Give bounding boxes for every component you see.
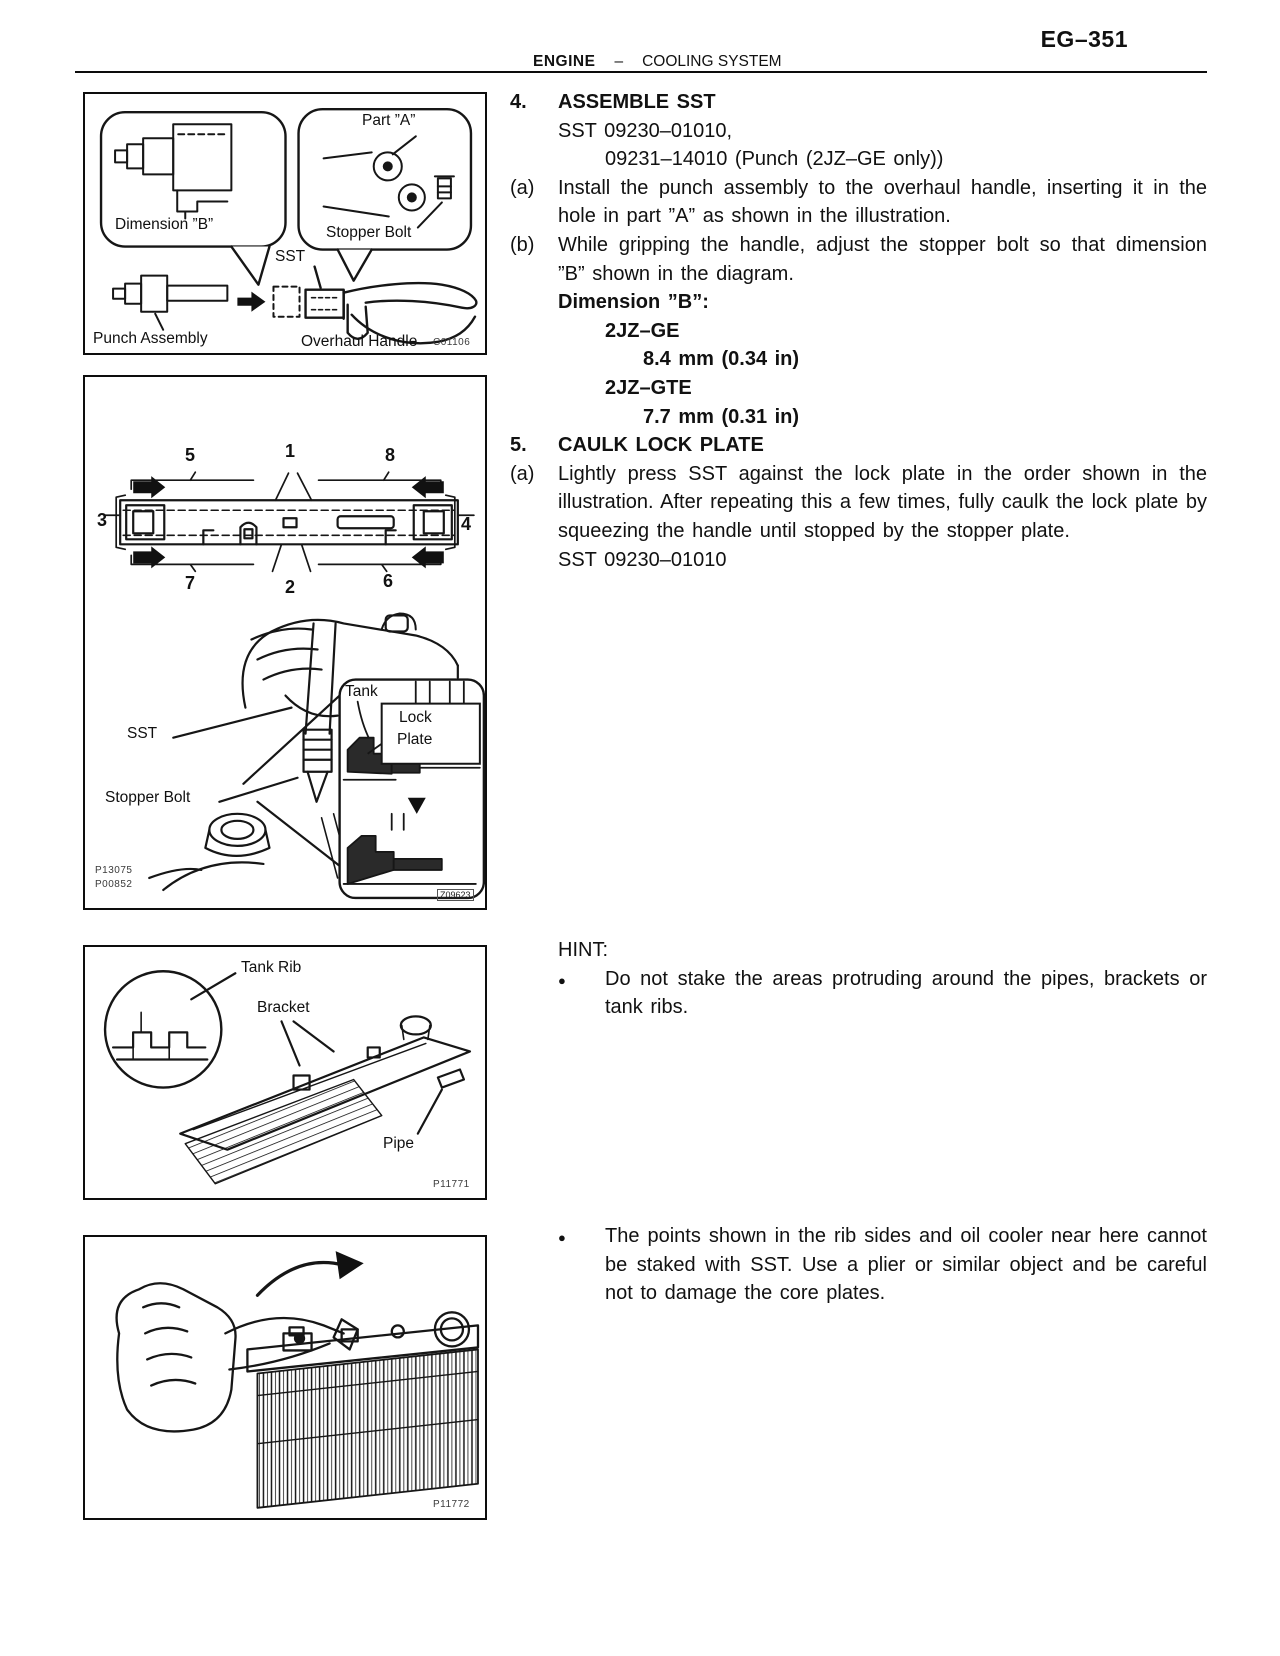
header-rule xyxy=(75,71,1207,73)
step-number: 4. xyxy=(510,91,527,113)
step-4b xyxy=(510,231,1207,288)
tank-label: Tank xyxy=(345,683,378,700)
sst-reference xyxy=(510,117,1207,146)
caulk-order-number-1: 1 xyxy=(285,441,296,461)
figure-tank-rib-bracket xyxy=(83,945,487,1200)
hint-label: HINT: xyxy=(558,939,608,961)
sst-reference xyxy=(510,546,1207,575)
item-marker: (b) xyxy=(510,233,535,256)
dimension-value: 8.4 mm (0.34 in) xyxy=(643,348,800,371)
caulk-order-number-3: 3 xyxy=(97,510,108,530)
sst-number-line: SST 09230–01010, xyxy=(558,119,733,142)
pipe-label: Pipe xyxy=(383,1135,415,1152)
part-a-label: Part ”A” xyxy=(362,112,416,129)
stopper-bolt-label: Stopper Bolt xyxy=(105,789,191,806)
item-marker: (a) xyxy=(510,176,535,199)
subsection-title: COOLING SYSTEM xyxy=(642,53,782,70)
tank-rib-illustration xyxy=(85,947,485,1198)
caulk-order-number-2: 2 xyxy=(285,577,296,597)
item-text: While gripping the handle, adjust the stopper bolt so that dimension ”B” shown in the diagram. xyxy=(558,233,1207,285)
section-title: ENGINE xyxy=(533,53,596,70)
hint-text: The points shown in the rib sides and oil cooler near here cannot be staked with SST. Use a plier or similar object and be careful not to damage the core plates. xyxy=(605,1225,1207,1305)
punch-assembly-label: Punch Assembly xyxy=(93,330,208,347)
dimension-label: Dimension ”B”: xyxy=(558,291,709,314)
plier-staking-illustration xyxy=(85,1237,485,1518)
lock-plate-label-line2: Plate xyxy=(397,731,433,748)
hint-bullet-2 xyxy=(510,1222,1207,1308)
caulk-order-number-5: 5 xyxy=(185,445,196,465)
bracket-label: Bracket xyxy=(257,999,310,1016)
breadcrumb xyxy=(533,53,782,71)
spec-engine xyxy=(510,374,1207,403)
figure-code: C01106 xyxy=(433,337,471,348)
item-marker: (a) xyxy=(510,462,535,485)
caulk-order-number-7: 7 xyxy=(185,573,196,593)
step-5a xyxy=(510,460,1207,546)
hint-block xyxy=(510,936,1207,1022)
sst-label: SST xyxy=(275,248,306,265)
procedure-text xyxy=(510,88,1207,574)
figure-plier-staking xyxy=(83,1235,487,1520)
bullet-icon: ● xyxy=(558,972,566,988)
stopper-bolt-label: Stopper Bolt xyxy=(326,224,412,241)
figure-stamp: Z09623 xyxy=(437,889,474,901)
step-4-heading xyxy=(510,88,1207,117)
hint-bullet-1 xyxy=(510,965,1207,1022)
step-5-heading xyxy=(510,431,1207,460)
step-number: 5. xyxy=(510,434,527,457)
lock-plate-label-line1: Lock xyxy=(399,709,432,726)
bullet-icon: ● xyxy=(558,1230,566,1245)
dimension-b-label: Dimension ”B” xyxy=(115,216,214,233)
spec-engine xyxy=(510,317,1207,346)
hint-bullet-2-block xyxy=(510,1222,1207,1308)
step-title: CAULK LOCK PLATE xyxy=(558,434,764,457)
item-text: Install the punch assembly to the overhaul handle, inserting it in the hole in part ”A” as shown in the illustration. xyxy=(558,176,1207,228)
sst-number-line: SST 09230–01010 xyxy=(558,548,727,571)
page-number: EG–351 xyxy=(1040,26,1128,52)
sst-label: SST xyxy=(127,725,158,742)
caulk-order-number-4: 4 xyxy=(461,514,472,534)
dimension-value: 7.7 mm (0.31 in) xyxy=(643,405,800,428)
step-4a xyxy=(510,174,1207,231)
figure-assemble-sst xyxy=(83,92,487,355)
caulk-order-number-6: 6 xyxy=(383,571,394,591)
caulk-order-number-8: 8 xyxy=(385,445,396,465)
item-text: Lightly press SST against the lock plate in the order shown in the illustration. After repeating this a few times, fully caulk the lock plate by squeezing the handle until stopped by the stopper plate. xyxy=(558,462,1207,542)
figure-code: P00852 xyxy=(95,879,133,890)
figure-code: P11772 xyxy=(433,1499,470,1510)
spec-value xyxy=(510,403,1207,432)
step-title: ASSEMBLE SST xyxy=(558,91,716,113)
figure-caulk-lock-plate xyxy=(83,375,487,910)
tank-rib-label: Tank Rib xyxy=(241,959,302,976)
figure-code: P13075 xyxy=(95,865,133,876)
dimension-spec xyxy=(510,288,1207,317)
hint-text: Do not stake the areas protruding around the pipes, brackets or tank ribs. xyxy=(605,967,1207,1019)
sst-reference xyxy=(510,145,1207,174)
hint-heading xyxy=(510,936,1207,965)
overhaul-handle-label: Overhaul Handle xyxy=(301,333,418,350)
engine-variant: 2JZ–GTE xyxy=(605,376,692,399)
spec-value xyxy=(510,345,1207,374)
sst-number-line: 09231–14010 (Punch (2JZ–GE only)) xyxy=(605,148,944,171)
section-divider: – xyxy=(614,53,624,70)
engine-variant: 2JZ–GE xyxy=(605,319,680,342)
figure-code: P11771 xyxy=(433,1179,470,1190)
